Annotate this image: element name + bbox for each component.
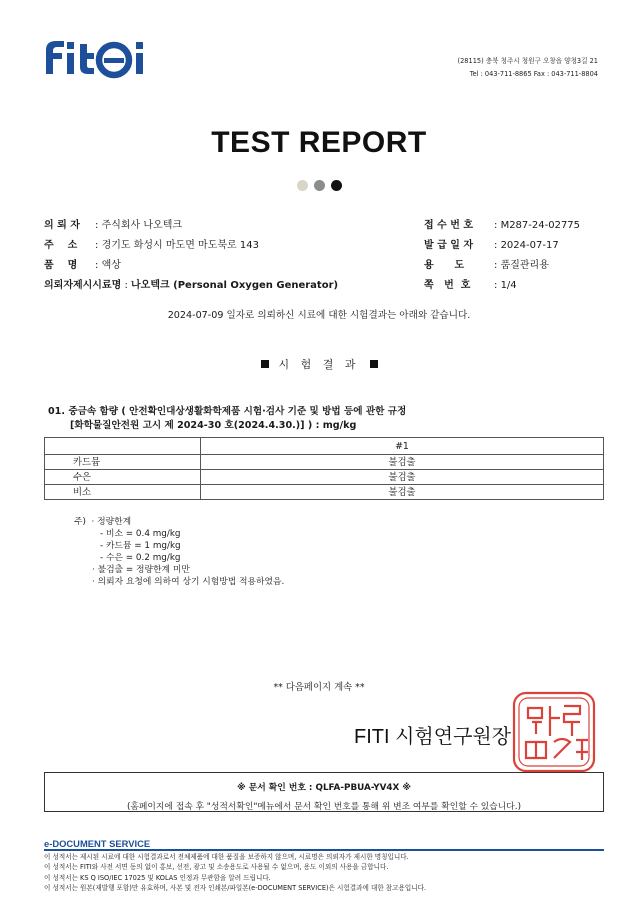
continued-note: ** 다음페이지 계속 ** xyxy=(273,682,365,693)
test-item-line1: 01. 중금속 함량 ( 안전확인대상생활화학제품 시험·검사 기준 및 방법 등에 관한 규정 xyxy=(48,406,407,417)
notes xyxy=(74,516,284,588)
note-line: · 불검출 = 정량한계 미만 xyxy=(92,565,190,575)
address-value: 경기도 화성시 마도면 마도북로 143 xyxy=(101,240,259,251)
note-line: - 수은 = 0.2 mg/kg xyxy=(100,553,181,563)
notes-prefix: 주) xyxy=(74,517,86,527)
note-line: - 카드뮴 = 1 mg/kg xyxy=(100,541,181,551)
results-table xyxy=(44,437,604,500)
analyte-result: 불검출 xyxy=(201,470,604,485)
analyte-name: 수은 xyxy=(45,470,201,485)
note-line: · 의뢰자 요청에 의하여 상기 시험방법 적용하였음. xyxy=(92,577,285,587)
report-title: TEST REPORT xyxy=(211,126,427,159)
report-info xyxy=(424,216,614,296)
table-row xyxy=(45,455,604,470)
square-bullet-icon xyxy=(370,360,378,368)
table-row xyxy=(45,485,604,500)
dot-light xyxy=(297,180,308,191)
verification-code: ※ 문서 확인 번호 : QLFA-PBUA-YV4X ※ xyxy=(237,783,411,793)
table-row xyxy=(45,470,604,485)
product-value: 액상 xyxy=(101,260,121,271)
dot-mid xyxy=(314,180,325,191)
analyte-result: 불검출 xyxy=(201,485,604,500)
divider xyxy=(44,849,604,851)
analyte-name: 비소 xyxy=(45,485,201,500)
official-seal xyxy=(510,690,598,774)
note-text: · 정량한계 xyxy=(91,517,132,527)
fiti-logo xyxy=(44,34,154,80)
disclaimer-line: 이 성적서는 FITI와 사전 서면 동의 없이 홍보, 선전, 광고 및 소송용도로 사용될 수 없으며, 용도 이외의 사용을 금합니다. xyxy=(44,863,389,872)
disclaimer-line: 이 성적서는 KS Q ISO/IEC 17025 및 KOLAS 인정과 무관함을 알려 드립니다. xyxy=(44,873,271,882)
test-item-line2: [화학물질안전원 고시 제 2024-30 호(2024.4.30.)] ) : mg/kg xyxy=(70,420,357,431)
contact-line: Tel : 043-711-8865 Fax : 043-711-8804 xyxy=(469,70,598,78)
client-row: 의 뢰 자 : 주식회사 나오텍크 xyxy=(44,216,404,236)
address-line: (28115) 충북 청주시 청원구 오창읍 양청3길 21 xyxy=(457,57,598,65)
section-heading xyxy=(0,356,638,372)
table-header-sample: #1 xyxy=(201,438,604,455)
product-label: 품 명 xyxy=(44,260,78,271)
analyte-result: 불검출 xyxy=(201,455,604,470)
dot-dark xyxy=(331,180,342,191)
intro-text: 2024-07-09 일자로 의뢰하신 시료에 대한 시험결과는 아래와 같습니다. xyxy=(167,310,471,321)
issue-date-row: 발 급 일 자 : 2024-07-17 xyxy=(424,236,614,256)
issue-date-value: 2024-07-17 xyxy=(500,240,559,251)
disclaimer-line: 이 성적서는 제시된 시료에 대한 시험결과로서 전체제품에 대한 품질을 보증하지 않으며, 시료명은 의뢰자가 제시한 명칭입니다. xyxy=(44,853,409,861)
edoc-service-title: e-DOCUMENT SERVICE xyxy=(44,838,151,849)
page-no-row: 쪽 번 호 : 1/4 xyxy=(424,276,614,296)
page-no-value: 1/4 xyxy=(500,280,517,291)
note-line xyxy=(74,516,284,528)
receipt-no-value: M287-24-02775 xyxy=(500,220,581,231)
section-title: 시 험 결 과 xyxy=(278,358,360,371)
client-info xyxy=(44,216,404,296)
note-line: - 비소 = 0.4 mg/kg xyxy=(100,529,181,539)
verification-box xyxy=(44,772,604,812)
page-no-label: 쪽 번 호 xyxy=(424,280,471,291)
address-row: 주 소 : 경기도 화성시 마도면 마도북로 143 xyxy=(44,236,404,256)
issue-date-label: 발 급 일 자 xyxy=(424,240,474,251)
director-signature: FITI 시험연구원장 xyxy=(354,726,512,748)
purpose-row: 용 도 : 품질관리용 xyxy=(424,256,614,276)
table-header-row xyxy=(45,438,604,455)
square-bullet-icon xyxy=(261,360,269,368)
purpose-value: 품질관리용 xyxy=(500,260,549,271)
address-label: 주 소 xyxy=(44,240,78,251)
test-item-title xyxy=(48,405,406,433)
company-address xyxy=(458,55,598,81)
sample-name-label: 의뢰자제시시료명 xyxy=(44,280,122,291)
sample-name-value: 나오텍크 (Personal Oxygen Generator) xyxy=(131,280,339,291)
sample-name-row: 의뢰자제시시료명 : 나오텍크 (Personal Oxygen Generator) xyxy=(44,276,404,296)
receipt-no-row: 접 수 번 호 : M287-24-02775 xyxy=(424,216,614,236)
table-header-empty xyxy=(45,438,201,455)
client-label: 의 뢰 자 xyxy=(44,220,80,231)
analyte-name: 카드뮴 xyxy=(45,455,201,470)
disclaimer-line: 이 성적서는 원본(재발행 포함)만 유효하며, 사본 및 전자 인쇄본/파일본(e-DOCUMENT SERVICE)은 시험결과에 대한 참고용입니다. xyxy=(44,884,427,893)
purpose-label: 용 도 xyxy=(424,260,465,271)
decorative-dots xyxy=(0,180,638,191)
client-value: 주식회사 나오텍크 xyxy=(101,220,183,231)
receipt-no-label: 접 수 번 호 xyxy=(424,220,474,231)
disclaimer xyxy=(44,852,426,894)
product-row: 품 명 : 액상 xyxy=(44,256,404,276)
verification-instructions: (홈페이지에 접속 후 "성적서확인"메뉴에서 문서 확인 번호를 통해 위 변조 여부를 확인할 수 있습니다.) xyxy=(126,802,522,812)
